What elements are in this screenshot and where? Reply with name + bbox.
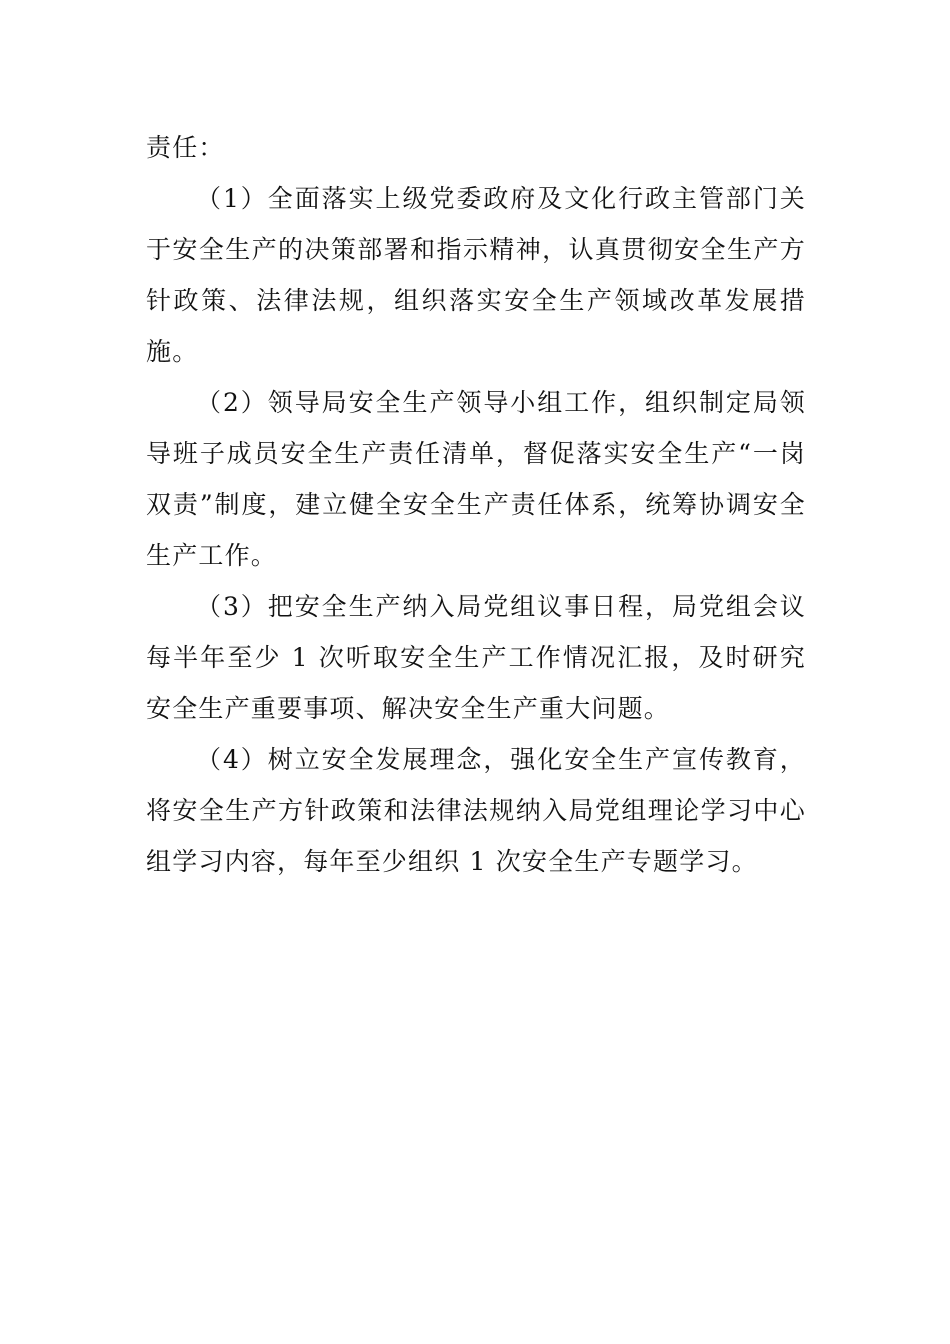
paragraph-item-1: （1）全面落实上级党委政府及文化行政主管部门关于安全生产的决策部署和指示精神，认真贯彻安全生产方针政策、法律法规，组织落实安全生产领域改革发展措施。 [146, 184, 806, 366]
document-body [146, 122, 806, 887]
paragraph-responsibility-heading: 责任： [146, 133, 225, 162]
paragraph-item-2: （2）领导局安全生产领导小组工作，组织制定局领导班子成员安全生产责任清单，督促落实安全生产“一岗双责”制度，建立健全安全生产责任体系，统筹协调安全生产工作。 [146, 388, 806, 570]
paragraph-item-3: （3）把安全生产纳入局党组议事日程，局党组会议每半年至少 1 次听取安全生产工作情况汇报，及时研究安全生产重要事项、解决安全生产重大问题。 [146, 592, 806, 723]
paragraph-item-4: （4）树立安全发展理念，强化安全生产宣传教育，将安全生产方针政策和法律法规纳入局党组理论学习中心组学习内容，每年至少组织 1 次安全生产专题学习。 [146, 745, 806, 876]
